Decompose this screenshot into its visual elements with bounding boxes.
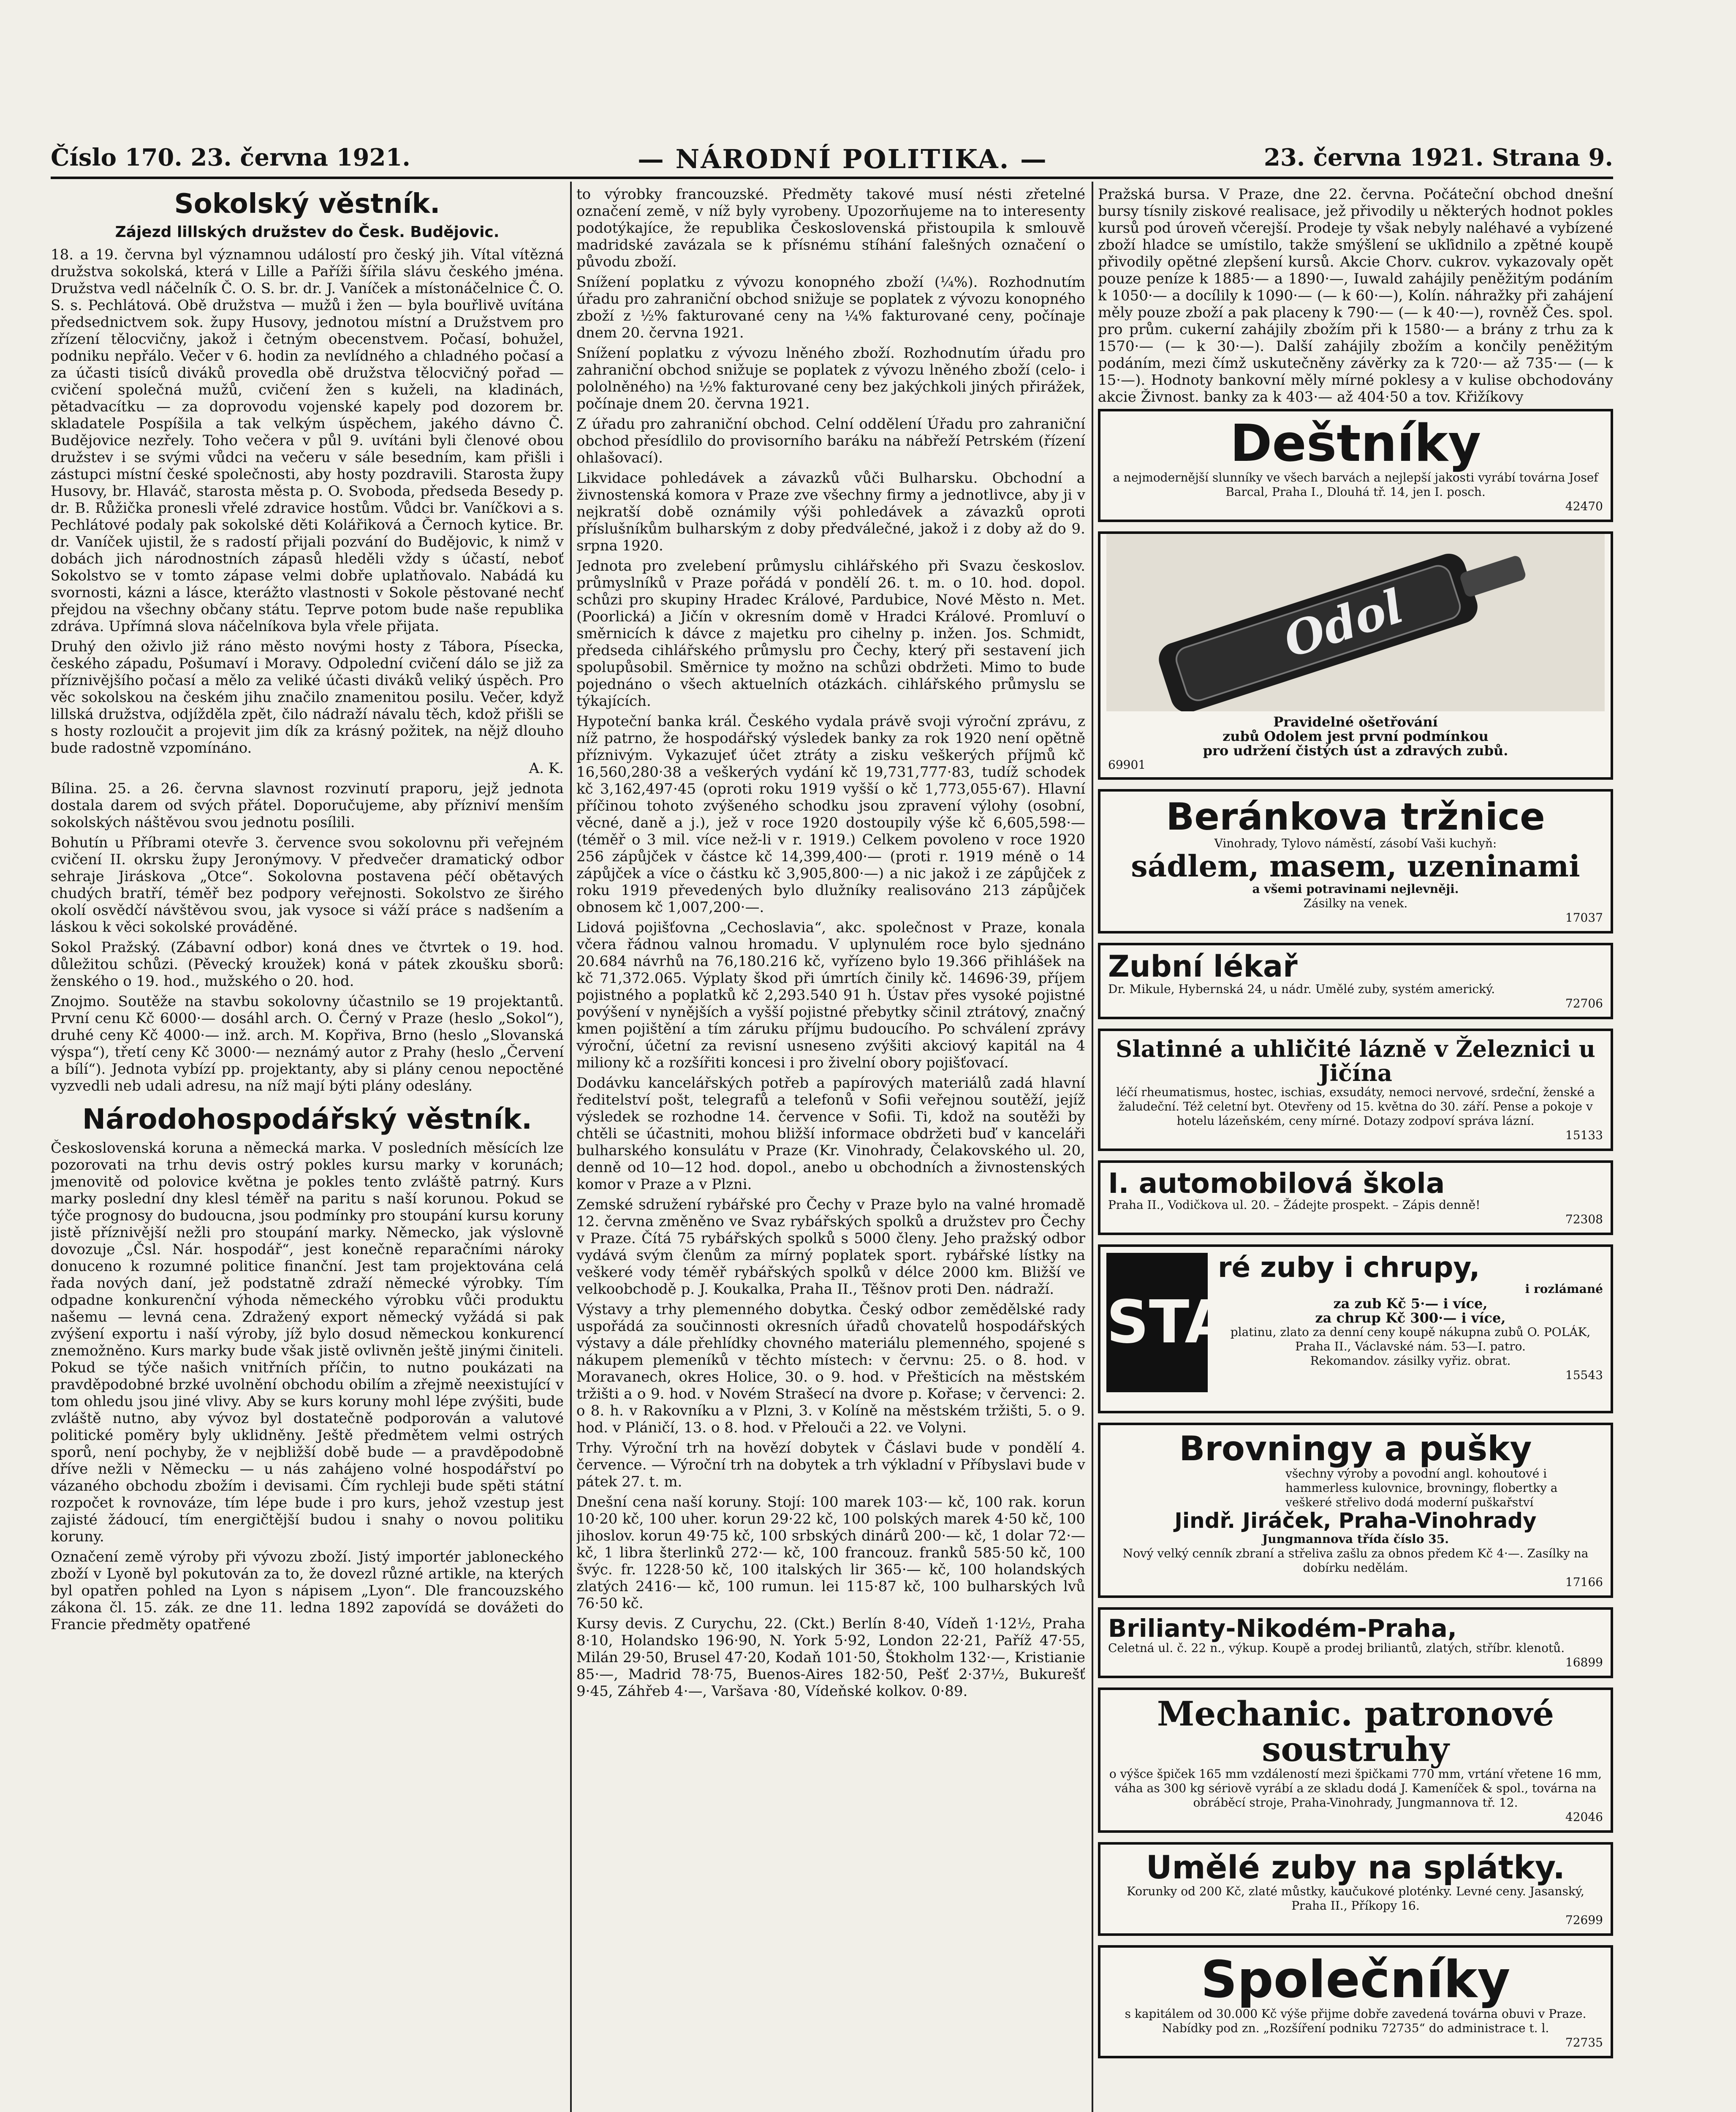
ad-text: i rozlámané bbox=[1525, 1282, 1603, 1296]
ad-odol bbox=[1098, 531, 1613, 780]
article-paragraph: Československá koruna a německá marka. V posledních měsících lze pozorovati na trhu devis ostrý pokles kursu marky v korunách; jmenovitě od polovice května je pokles tento zvláště patrný. Kurs marky poslední dny klesl téměř na paritu s naší korunou. Pokud se týče prognosy do budoucna, jsou podmínky pro stoupání kursu koruny jistě příznivější nežli pro stoupání marky. Německo, jak výslovně dovozuje „Čsl. Nár. hospodář“, jest konečně reparačními nároky donuceno k rozumné politice finanční. Jest tam projektována celá řada nových daní, jež podstatně zdraží německé výrobky. Tím odpadne konkurenční výhoda německého výrobku vůči produktu našemu — levná cena. Zdražený export německý vyžádá si pak zvýšení exportu i naší výroby, jíž bylo dosud německou konkurencí znemožněno. Kurs marky bude však jistě ovlivněn ještě jinými činiteli. Pokud se týče našich vnitřních příčin, to nutno poukázati na pravděpodobné brzké uvolnění obchodu obilím a zřejmě neexistující v tom ohledu jsou jiné vlivy. Aby se kurs koruny mohl lépe zvýšiti, bude zvláště nutno, aby vývoz byl dostatečně podporován a valutové politické poměry byly uklidněny. Ještě předmětem velmi ostrých sporů, není pochyby, že v nejbližší době bude — a pravděpodobně dříve nežli v Německu — u nás zahájeno volné hospodářství po vázaného obchodu zbožím i devisami. Čím rychleji bude spěti státní rozpočet k rovnováze, tím lépe bude i pro kurs, jehož vzestup jest zajisté žádoucí, tím energičtější budou i snahy o novou politiku koruny. bbox=[51, 1140, 564, 1546]
ad-text: všechny výroby a povodní angl. kohoutové i hammerless kulovnice, brovningy, flobertky a veškeré střelivo dodá moderní puškařství bbox=[1285, 1467, 1558, 1510]
ad-mechanic bbox=[1098, 1687, 1613, 1833]
ad-text: Jindř. Jiráček, Praha-Vinohrady bbox=[1174, 1508, 1537, 1533]
ad-text: Jungmannova třída číslo 35. bbox=[1262, 1532, 1449, 1546]
ad-title: Slatinné a uhličité lázně v Železnici u Jičína bbox=[1116, 1035, 1595, 1087]
article-paragraph: Označení země výroby při vývozu zboží. Jistý importér jabloneckého zboží v Lyoně byl pokutován za to, že dovezl různé artikle, na kterých byl opatřen pohled na Lyon s nápisem „Lyon“. Dle francouzského zákona čl. 15. zák. ze dne 11. ledna 1892 zapovídá se dovážeti do Francie předměty opatřené bbox=[51, 1549, 564, 1633]
article-paragraph: Snížení poplatku z vývozu lněného zboží. Rozhodnutím úřadu pro zahraniční obchod snižuje se poplatek z vývozu lněného zboží (celo- i pololněného) na ½% fakturované ceny bez jakýchkoli jiných přirážek, počínaje dnem 20. června 1921. bbox=[576, 345, 1085, 412]
article-paragraph: Hypoteční banka král. Českého vydala právě svoji výroční zprávu, z níž patrno, že hospodářský výsledek banky za rok 1920 není opětně příznivým. Vykazujeť účet ztráty a zisku veškerých příjmů kč 16,560,280·38 a veškerých vydání kč 19,731,777·83, tudíž schodek kč 3,162,497·45 (oproti roku 1919 vyšší o kč 1,773,055·67). Hlavní příčinou tohoto zvýšeného schodku jsou zpravení výlohy (osobní, věcné, daně a j.), jež v roce 1920 dostoupily výše kč 6,605,598·— (téměř o 3 mil. více než-li v r. 1919.) Celkem povoleno v roce 1920 256 zápůjček v částce kč 14,399,400·— (proti r. 1919 méně o 14 zápůjček a více o částku kč 3,905,800·—) a nic jakož i ze zápůjček z roku 1919 převedených bylo dlužníky realisováno 213 zápůjček obnosem kč 1,007,200·—. bbox=[576, 713, 1085, 916]
column-1 bbox=[51, 186, 564, 2112]
odol-brand: Odol bbox=[1277, 578, 1410, 668]
article-heading: Zájezd lillských družstev do Česk. Budějovic. bbox=[115, 223, 500, 241]
ad-text: zubů Odolem jest první podmínkou bbox=[1223, 728, 1489, 744]
ad-title: Brilianty-Nikodém-Praha, bbox=[1108, 1614, 1457, 1643]
ad-code: 17166 bbox=[1565, 1575, 1603, 1589]
ad-text: léčí rheumatismus, hostec, ischias, exsudáty, nemoci nervové, srdeční, ženské a žaludeční. Též celetní byt. Otevřeny od 15. května do 30. září. Pense a pokoje v hotelu lázeňském, ceny mírné. Dotazy zodpoví správa lázní. bbox=[1116, 1085, 1595, 1128]
article-paragraph: Sokol Pražský. (Zábavní odbor) koná dnes ve čtvrtek o 19. hod. důležitou schůzi. (Pěvecký kroužek) koná v pátek zkoušku sborů: ženského o 19. hod., mužského o 20. hod. bbox=[51, 939, 564, 990]
ad-text: za chrup Kč 300·— i více, bbox=[1315, 1310, 1506, 1326]
ad-text: Rekomandov. zásilky vyřiz. obrat. bbox=[1310, 1354, 1511, 1368]
ad-title: ré zuby i chrupy, bbox=[1218, 1251, 1480, 1284]
ad-text: Nový velký cenník zbraní a střeliva zašlu za obnos předem Kč 4·—. Zasílky na dobírku nedělám. bbox=[1122, 1546, 1589, 1575]
ad-text: o výšce špiček 165 mm vzdáleností mezi špičkami 770 mm, vrtání vřetene 16 mm, váha as 300 kg sériově vyrábí a ze skladu dodá J. Kameníček & spol., továrna na obráběcí stroje, Praha-Vinohrady, Jungmannova tř. 12. bbox=[1109, 1767, 1602, 1810]
article-paragraph: Druhý den oživlo již ráno město novými hosty z Tábora, Písecka, českého západu, Pošumaví i Moravy. Odpolední cvičení dálo se již za příznivějšího počasí a mělo za veliké účasti diváků veliký úspěch. Pro věc sokolskou na českém jihu značilo znamenitou posilu. Večer, když lillská družstva, odjížděla zpět, čilo nádraží návalu těch, kdož přišli se s hosty rozloučit a projevit jim dík za krásný požitek, na nějž dlouho bude radostně vzpomínáno. bbox=[51, 638, 564, 757]
ad-spolecniky bbox=[1098, 1945, 1613, 2058]
ad-text: Praha II., Vodičkova ul. 20. – Žádejte prospekt. – Zápis denně! bbox=[1108, 1198, 1481, 1212]
odol-bottle-illustration bbox=[1100, 534, 1611, 711]
ad-text: Pravidelné ošetřování bbox=[1273, 714, 1438, 730]
ad-title: Společníky bbox=[1201, 1951, 1511, 2010]
ad-autoskola bbox=[1098, 1160, 1613, 1235]
ad-title: Zubní lékař bbox=[1108, 949, 1298, 984]
ad-umele-zuby bbox=[1098, 1842, 1613, 1936]
ad-text: Dr. Mikule, Hybernská 24, u nádr. Umělé zuby, systém americký. bbox=[1108, 982, 1495, 996]
ad-title: I. automobilová škola bbox=[1108, 1167, 1445, 1200]
ad-text: sádlem, masem, uzeninami bbox=[1131, 849, 1580, 884]
ad-text: Vinohrady, Tylovo náměstí, zásobí Vaši kuchyň: bbox=[1214, 836, 1497, 851]
column-2 bbox=[576, 186, 1085, 2112]
ad-text: a všemi potravinami nejlevněji. bbox=[1252, 882, 1459, 896]
ad-text: Zásilky na venek. bbox=[1303, 896, 1408, 910]
bourse-report: Pražská bursa. V Praze, dne 22. června. Počáteční obchod dnešní bursy tísnily ziskové realisace, jež přivodily u některých hodnot pokles kursů pod úroveň včerejší. Prodeje ty však nebyly naléhavé a vybízené zboží hladce se umístilo, takže smýšlení se ukľidnilo a zpětné koupě přivodily opětné zlepšení kursů. Akcie Chorv. cukrov. vykazovaly opět pouze peníze k 1885·— a 1890·—, Iuwald zahájily peněžitým podáním k 1050·— a docílily k 1090·— (— k 60·—), Kolín. náhražky při zahájení měly pouze zboží a pak placeny k 790·— (— k 40·—), rovněž Čes. spol. pro prům. cukerní zahájily zbožím při k 1580·— a brány z trhu za k 1570·— (— k 30·—). Další zahájily zbožím a končily peněžitým podáním, mezi čímž uskutečněny závěrky za k 720·— až 735·— (— k 15·—). Hodnoty bankovní měly mírné poklesy a v kulise obchodovány akcie Živnost. banky za k 403·— až 404·50 a tov. Křižíkovy bbox=[1098, 186, 1613, 406]
ad-code: 16899 bbox=[1565, 1655, 1603, 1670]
ad-logo: STA bbox=[1106, 1253, 1208, 1392]
ad-title: Deštníky bbox=[1230, 414, 1481, 473]
column-divider bbox=[570, 182, 572, 2112]
ad-code: 15133 bbox=[1565, 1128, 1603, 1142]
article-paragraph: 18. a 19. června byl významnou událostí pro český jih. Vítal vítězná družstva sokolská, která v Lille a Paříži šířila slávu českého jména. Družstva vedl náčelník Č. O. S. br. dr. J. Vaníček a místonáčelnice Č. O. S. s. Pechlátová. Obě družstva — mužů i žen — byla bouřlivě uvítána předsednictvem sok. župy Husovy, jednotou místní a Družstvem pro zřízení tělocvičny, jakož i četným obecenstvem. Počasí, bohužel, podniku nepřálo. Večer v 6. hodin za nevlídného a chladného počasí a za účasti tisíců diváků provedla obě družstva tělocvičný pořad — cvičení společná mužů, cvičení žen s kuželi, na kladinách, pětadvacítku — za doprovodu vojenské kapely pod dozorem br. skladatele Pospíšila a tak velkým úspěchem, jakého dávno Č. Budějovice nezřely. Toho večera v půl 9. uvítáni byli členové obou družstev i se svými vůdci na večeru v sále besedním, kam přišli i zástupci místní české společnosti, aby hosty pozdravili. Starosta župy Husovy, br. Hlaváč, starosta města p. O. Svoboda, předseda Besedy p. dr. B. Růžička pronesli vřelé zdravice hostům. Vůdci br. Vaníčkovi a s. Pechlátové podaly pak sokolské děti Kolářiková a Černoch kytice. Br. dr. Vaníček ujistil, že s radostí přijali pozvání do Budějovic, k nimž v dobách jich národnostních zápasů hleděli vždy s účastí, neboť Sokolstvo se v tomto zápase velmi dobře uplatňovalo. Nabádá ku svornosti, kázni a lásce, kterážto vlastnosti v Sokole pěstované nechť přejdou na všechny občany státu. Teprve potom bude naše republika zdráva. Upřímná slova náčelníkova byla vřele přijata. bbox=[51, 246, 564, 635]
ad-text: platinu, zlato za denní ceny koupě nákupna zubů O. POLÁK, Praha II., Václavské nám. 53—I. patro. bbox=[1230, 1325, 1591, 1354]
ad-text: Celetná ul. č. 22 n., výkup. Koupě a prodej briliantů, zlatých, stříbr. klenotů. bbox=[1108, 1641, 1565, 1655]
page-header bbox=[51, 144, 1613, 177]
article-paragraph: Jednota pro zvelebení průmyslu cihlářského při Svazu českoslov. průmyslníků v Praze pořádá v pondělí 26. t. m. o 10. hod. dopol. schůzi pro skupiny Hradec Králové, Pardubice, Nové Město n. Met. (Poorlická) a Jičín v okresním domě v Hradci Králové. Promluví o směrnicích k dávce z majetku pro cihelny p. inžen. Jos. Schmidt, předseda cihlářského průmyslu pro Čechy, který při sestavení jich spolupůsobil. Směrnice ty možno na schůzi obdržeti. Mimo to bude pojednáno o všech aktuelních otázkách. cihlářského průmyslu se týkajících. bbox=[576, 558, 1085, 710]
ad-zubni-lekar bbox=[1098, 943, 1613, 1020]
article-paragraph: Zemské sdružení rybářské pro Čechy v Praze bylo na valné hromadě 12. června změněno ve Svaz rybářských spolků a družstev pro Čechy v Praze. Čítá 75 rybářských spolků s 5000 členy. Jeho pražský odbor vydává svým členům za mírný poplatek sport. rybářské lístky na veškeré vody téměř rybářských spolků v délce 2000 km. Bližší ve velkoobchodě p. J. Koukalka, Praha II., Těšnov proti Den. nádraží. bbox=[576, 1196, 1085, 1298]
article-paragraph: Dodávku kancelářských potřeb a papírových materiálů zadá hlavní ředitelství pošt, telegrafů a telefonů v Sofii veřejnou soutěží, jejíž výsledek se rozhodne 14. července v Sofii. Ti, kdož na soutěži by chtěli se účastniti, mohou bližší informace obdržeti buď v kanceláři bulharského konsulátu v Praze (Kr. Vinohrady, Čelakovského ul. 20, denně od 10—12 hod. dopol., anebo u obchodních a živnostenských komor v Praze a v Plzni. bbox=[576, 1075, 1085, 1193]
ad-text: s kapitálem od 30.000 Kč výše přijme dobře zavedená továrna obuvi v Praze. Nabídky pod zn. „Rozšíření podniku 72735“ do administrace t. l. bbox=[1125, 2007, 1587, 2036]
column-divider bbox=[1092, 182, 1093, 2112]
article-paragraph: Znojmo. Soutěže na stavbu sokolovny účastnilo se 19 projektantů. První cenu Kč 6000·— dosáhl arch. O. Černý v Praze (heslo „Sokol“), druhé ceny Kč 4000·— inž. arch. M. Kopřiva, Brno (heslo „Slovanská výspa“), třetí ceny Kč 3000·— neznámý autor z Prahy (heslo „Červení a bílí“). Jednota vybízí pp. projektanty, aby si plány cenou nepoctěné vyzvedli neb udali adresu, na níž mají býti plány odeslány. bbox=[51, 993, 564, 1094]
ad-code: 17037 bbox=[1565, 910, 1603, 925]
issue-number: Číslo 170. 23. června 1921. bbox=[51, 144, 410, 171]
article-paragraph: to výrobky francouzské. Předměty takové musí nésti zřetelné označení země, v níž byly vyrobeny. Upozorňujeme na to interesenty podotýkajíce, že republika Československá přistoupila k smlouvě madridské zavázala se k přísnému stíhání falešných označení o původu zboží. bbox=[576, 186, 1085, 270]
ad-code: 69901 bbox=[1108, 758, 1146, 772]
article-paragraph: Trhy. Výroční trh na hovězí dobytek v Čáslavi bude v pondělí 4. července. — Výroční trh na dobytek a trh výkladní v Příbyslavi bude v pátek 27. t. m. bbox=[576, 1440, 1085, 1490]
ad-code: 72706 bbox=[1565, 996, 1603, 1011]
article-signature: A. K. bbox=[529, 759, 564, 777]
article-paragraph: Dnešní cena naší koruny. Stojí: 100 marek 103·— kč, 100 rak. korun 10·20 kč, 100 uher. korun 29·22 kč, 100 polských marek 4·50 kč, 100 jihoslov. korun 49·75 kč, 100 srbských dinárů 200·— kč, 1 dolar 72·— kč, 1 libra šterlinků 272·— kč, 100 francouz. franků 585·50 kč, 100 švýc. fr. 1228·50 kč, 100 italských lir 365·— kč, 100 holandských zlatých 2416·— kč, 100 rumun. lei 115·87 kč, 100 bulharských lvů 76·50 kč. bbox=[576, 1494, 1085, 1612]
section-title-sokol: Sokolský věstník. bbox=[174, 188, 440, 220]
section-title-economy: Národohospodářský věstník. bbox=[82, 1102, 532, 1135]
article-paragraph: Lidová pojišťovna „Cechoslavia“, akc. společnost v Praze, konala včera řádnou valnou hromadu. V uplynulém roce bylo sjednáno 20.684 návrhů na 76,180.216 kč, vyřízeno bylo 19.366 přihlášek na kč 71,372.065. Výplaty škod při úmrtích činily kč. 14696·39, příjem pojistného a poplatků kč 2,293.540 91 h. Ústav přes vysoké pojistné povýšení v nynějších a vyšší pojistné přebytky sčinil ztrátový, značný kmen pojištění a tím záruku příjmu budoucího. Po schválení zprávy výroční, účetní za revisní usneseno zvýšiti akciový kapitál na 4 miliony kč a rozšířiti koncesi i pro živelní obory pojišťovací. bbox=[576, 919, 1085, 1071]
ad-title: Umělé zuby na splátky. bbox=[1146, 1848, 1565, 1886]
ad-text: a nejmodernější slunníky ve všech barvách a nejlepší jakosti vyrábí továrna Josef Barcal, Praha I., Dlouhá tř. 14, jen I. posch. bbox=[1113, 471, 1598, 499]
ad-destniky bbox=[1098, 409, 1613, 522]
page-date: 23. června 1921. Strana 9. bbox=[1263, 144, 1613, 171]
article-paragraph: Likvidace pohledávek a závazků vůči Bulharsku. Obchodní a živnostenská komora v Praze zve všechny firmy a jednotlivce, aby ji v nejkratší době oznámily výši pohledávek a závazků oproti příslušníkům bulharským z doby předválečné, jakož i z doby až do 9. srpna 1920. bbox=[576, 470, 1085, 554]
ad-beranek bbox=[1098, 789, 1613, 934]
ad-brilianty bbox=[1098, 1607, 1613, 1679]
ad-text: Korunky od 200 Kč, zlaté můstky, kaučukové ploténky. Levné ceny. Jasanský, Praha II., Příkopy 16. bbox=[1127, 1884, 1584, 1913]
ad-code: 72699 bbox=[1565, 1913, 1603, 1927]
article-paragraph: Výstavy a trhy plemenného dobytka. Český odbor zemědělské rady uspořádá za součinnosti okresních úřadů chovatelů hospodářských výstavy a dále přehlídky chovného materiálu plemenného, spojené s nákupem plemeníků v těchto místech: v červnu: 25. o 8. hod. v Moravanech, okres Holice, 30. o 9. hod. v Přešticích na městském tržišti a o 9. hod. v Novém Strašecí na dvore p. Kořase; v červenci: 2. o 8. h. v Rakovníku a v Plzni, 3. v Kolíně na městském tržišti, 5. o 9. hod. v Pláničí, 13. o 8. hod. v Přelouči a 22. ve Volyni. bbox=[576, 1301, 1085, 1436]
article-paragraph: Bílina. 25. a 26. června slavnost rozvinutí praporu, jejž jednota dostala darem od svých přátel. Doporučujeme, aby přízniví menším sokolských náštěvou svou jednotu posílili. bbox=[51, 780, 564, 831]
masthead: — NÁRODNÍ POLITIKA. — bbox=[638, 144, 1048, 174]
ad-title: Mechanic. patronové soustruhy bbox=[1157, 1694, 1554, 1769]
ad-code: 42046 bbox=[1565, 1810, 1603, 1824]
header-rule bbox=[51, 177, 1613, 179]
ad-title: Beránkova tržnice bbox=[1166, 795, 1545, 838]
ad-brovningy bbox=[1098, 1423, 1613, 1598]
ad-zuby-polak bbox=[1098, 1244, 1613, 1413]
column-3 bbox=[1098, 186, 1613, 2112]
article-paragraph: Snížení poplatku z vývozu konopného zboží (¼%). Rozhodnutím úřadu pro zahraniční obchod snižuje se poplatek z vývozu konopného zboží z ½% fakturované ceny na ¼% fakturované ceny, počínaje dnem 20. června 1921. bbox=[576, 274, 1085, 341]
ad-code: 42470 bbox=[1565, 499, 1603, 513]
ad-lazne bbox=[1098, 1029, 1613, 1151]
article-paragraph: Z úřadu pro zahraniční obchod. Celní oddělení Úřadu pro zahraniční obchod přesídlilo do provisorního baráku na nábřeží Petrském (řízení ohlašovací). bbox=[576, 416, 1085, 466]
ad-text: pro udržení čistých úst a zdravých zubů. bbox=[1203, 743, 1508, 759]
ad-code: 72308 bbox=[1565, 1212, 1603, 1227]
article-paragraph: Kursy devis. Z Curychu, 22. (Ckt.) Berlín 8·40, Vídeň 1·12½, Praha 8·10, Holandsko 196·90, N. York 5·92, London 22·21, Paříž 47·55, Milán 29·50, Brusel 47·20, Kodaň 101·50, Štokholm 132·—, Kristianie 85·—, Madrid 78·75, Buenos-Aires 182·50, Pešť 2·37½, Bukurešť 9·45, Záhřeb 4·—, Varšava ·80, Vídeňské kolkov. 0·89. bbox=[576, 1615, 1085, 1700]
ad-code: 15543 bbox=[1565, 1368, 1603, 1383]
ad-code: 72735 bbox=[1565, 2036, 1603, 2050]
article-paragraph: Bohutín u Příbrami otevře 3. července svou sokolovnu při veřejném cvičení II. okrsku župy Jeronýmovy. V předvečer dramatický odbor sehraje Jiráskova „Otce“. Sokolovna postavena péčí obětavých chudých bratří, téměř bez podpory veřejnosti. Sokolstvo ze širého okolí osvědčí návštěvou svou, jak vysoce si váží práce s nadšením a láskou k věci sokolské prováděné. bbox=[51, 834, 564, 936]
ad-title: Brovningy a pušky bbox=[1179, 1429, 1532, 1469]
ad-text: za zub Kč 5·— i více, bbox=[1333, 1296, 1488, 1312]
